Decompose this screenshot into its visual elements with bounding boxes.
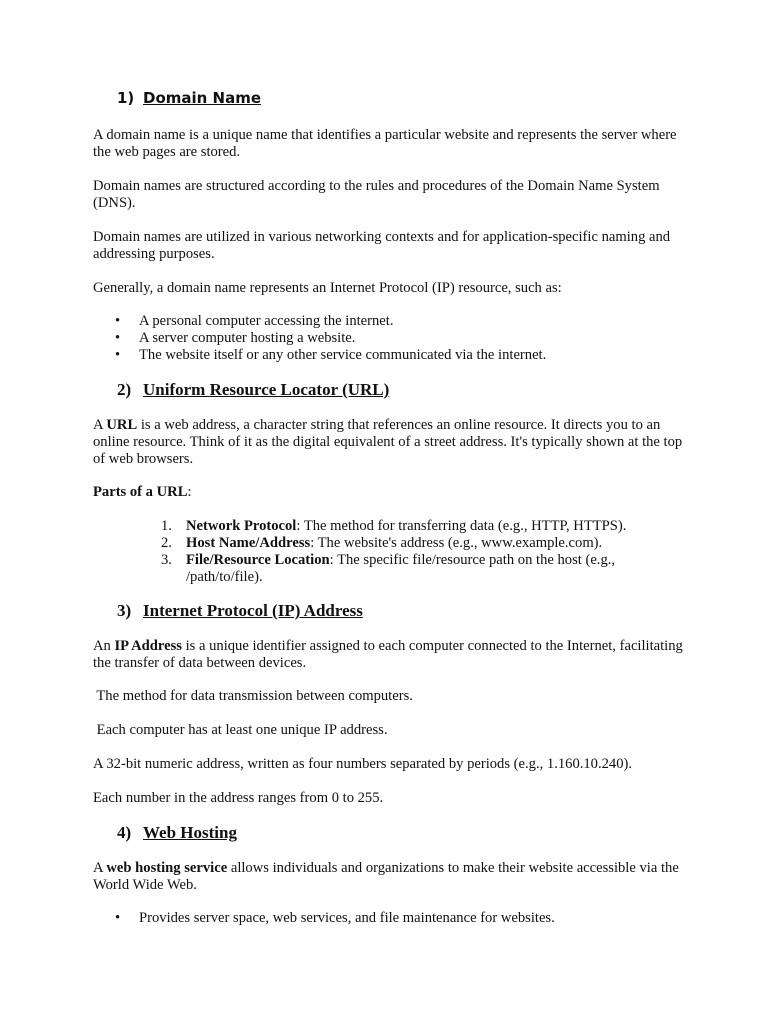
paragraph: Domain names are utilized in various networking contexts and for application-specific naming and addressing purposes. [93, 229, 671, 262]
bullet-list [93, 313, 546, 364]
parts-label: Parts of a URL: [93, 484, 192, 500]
list-item: 3. File/Resource Location: The specific file/resource path on the host (e.g., /path/to/file). [161, 552, 616, 585]
list-number: 2. [161, 535, 172, 551]
paragraph: The method for data transmission between computers. [93, 688, 413, 704]
list-item-text: Provides server space, web services, and file maintenance for websites. [139, 910, 555, 926]
section-title: Domain Name [143, 89, 262, 107]
paragraph: Each computer has at least one unique IP address. [93, 722, 388, 738]
list-item [93, 347, 546, 364]
bullet-icon: • [115, 313, 121, 329]
numbered-list [93, 518, 666, 586]
paragraph: A web hosting service allows individuals and organizations to make their website accessible via the World Wide Web. [93, 860, 679, 893]
list-number: 1. [161, 518, 172, 534]
paragraph: An IP Address is a unique identifier assigned to each computer connected to the Internet, facilitating the transfer of data between devices. [93, 638, 683, 671]
section-number: 4) [117, 823, 132, 842]
section-number: 2) [117, 380, 132, 399]
section-heading [117, 823, 237, 843]
list-item-text: The website itself or any other service communicated via the internet. [139, 347, 547, 363]
section-heading [117, 601, 363, 621]
list-item [93, 330, 546, 347]
paragraph: A URL is a web address, a character string that references an online resource. It directs you to an online resource. Think of it as the digital equivalent of a street address. It's typically shown at the top of web browsers. [93, 417, 683, 467]
section-heading [117, 88, 261, 108]
bullet-icon: • [115, 910, 121, 926]
list-number: 3. [161, 552, 172, 568]
list-item: 2. Host Name/Address: The website's address (e.g., www.example.com). [161, 535, 603, 551]
bullet-icon: • [115, 330, 121, 346]
list-item [93, 910, 555, 927]
section-title: Uniform Resource Locator (URL) [143, 380, 390, 399]
paragraph: Each number in the address ranges from 0 to 255. [93, 790, 384, 806]
paragraph: Domain names are structured according to the rules and procedures of the Domain Name System (DNS). [93, 178, 660, 211]
bullet-list [93, 910, 555, 927]
paragraph: A 32-bit numeric address, written as four numbers separated by periods (e.g., 1.160.10.240). [93, 756, 633, 772]
bullet-icon: • [115, 347, 121, 363]
list-item-text: A personal computer accessing the internet. [139, 313, 394, 329]
list-item-text: A server computer hosting a website. [139, 330, 356, 346]
list-item [93, 313, 546, 330]
paragraph: Generally, a domain name represents an Internet Protocol (IP) resource, such as: [93, 280, 562, 296]
section-heading [117, 380, 389, 400]
section-title: Web Hosting [143, 823, 237, 842]
list-item: 1. Network Protocol: The method for transferring data (e.g., HTTP, HTTPS). [161, 518, 627, 534]
section-number: 3) [117, 601, 132, 620]
paragraph: A domain name is a unique name that identifies a particular website and represents the server where the web pages are stored. [93, 127, 677, 160]
section-title: Internet Protocol (IP) Address [143, 601, 363, 620]
section-number: 1) [117, 89, 135, 107]
